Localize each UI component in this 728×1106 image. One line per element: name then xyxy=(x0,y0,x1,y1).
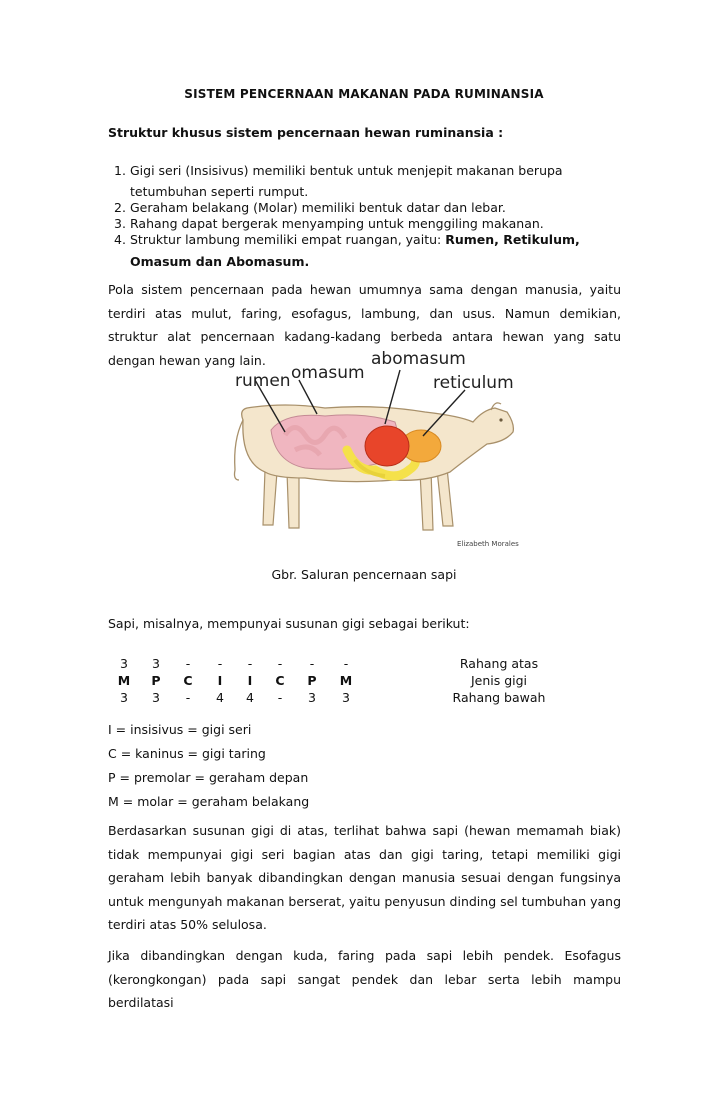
cow-digestive-figure xyxy=(225,350,525,550)
cow-leg xyxy=(287,470,299,528)
list-item-continuation: tetumbuhan seperti rumput. xyxy=(130,184,309,199)
cow-leg xyxy=(263,470,277,525)
cow-illustration xyxy=(225,350,525,550)
omasum-label: omasum xyxy=(291,363,365,383)
image-credit: Elizabeth Morales xyxy=(457,540,519,548)
definition-item: P = premolar = geraham depan xyxy=(108,770,309,785)
definition-item: C = kaninus = gigi taring xyxy=(108,746,266,761)
section-subtitle: Struktur khusus sistem pencernaan hewan ruminansia : xyxy=(108,125,504,140)
definition-item: M = molar = geraham belakang xyxy=(108,794,310,809)
paragraph-comparison: Jika dibandingkan dengan kuda, faring pada sapi lebih pendek. Esofagus (kerongkongan) pada sapi sangat pendek dan lebar serta lebih mampu berdilatasi xyxy=(108,948,621,1010)
document-title: SISTEM PENCERNAAN MAKANAN PADA RUMINANSIA xyxy=(184,87,544,101)
cow-leg xyxy=(437,468,453,526)
abomasum-label: abomasum xyxy=(371,350,466,369)
feature-list xyxy=(114,163,634,270)
tooth-type-label: Jenis gigi xyxy=(470,673,528,688)
paragraph-teeth-analysis: Berdasarkan susunan gigi di atas, terlihat bahwa sapi (hewan memamah biak) tidak mempunyai gigi seri bagian atas dan gigi taring, tetapi memiliki gigi geraham lebih banyak dibandingkan dengan manusia sesuai dengan fungsinya untuk mengunyah makanan berserat, yaitu penyusun dinding sel tumbuhan yang terdiri atas 50% selulosa. xyxy=(108,823,622,932)
cow-tail xyxy=(235,420,244,480)
figure-caption: Gbr. Saluran pencernaan sapi xyxy=(271,567,457,582)
abomasum-organ xyxy=(365,426,409,466)
list-item: 1. Gigi seri (Insisivus) memiliki bentuk untuk menjepit makanan berupa xyxy=(114,163,563,178)
reticulum-label: reticulum xyxy=(433,373,514,393)
definitions-list xyxy=(108,718,309,814)
rumen-label: rumen xyxy=(235,371,291,391)
list-item: 3. Rahang dapat bergerak menyamping untuk menggiling makanan. xyxy=(114,216,544,231)
upper-jaw-label: Rahang atas xyxy=(459,656,539,671)
list-item: 2. Geraham belakang (Molar) memiliki bentuk datar dan lebar. xyxy=(114,200,506,215)
definition-item: I = insisivus = gigi seri xyxy=(108,722,252,737)
lower-jaw-label: Rahang bawah xyxy=(452,690,546,705)
list-item: 4. Struktur lambung memiliki empat ruangan, yaitu: Rumen, Retikulum, xyxy=(114,232,580,247)
teeth-intro: Sapi, misalnya, mempunyai susunan gigi sebagai berikut: xyxy=(108,616,470,631)
paragraph-intro: Pola sistem pencernaan pada hewan umumnya sama dengan manusia, yaitu terdiri atas mulut, faring, esofagus, lambung, dan usus. Namun demikian, struktur alat pencernaan kadang-kadang berbeda antara hewan yang satu dengan hewan yang lain. xyxy=(108,282,621,368)
list-item-continuation: Omasum dan Abomasum. xyxy=(130,254,310,269)
